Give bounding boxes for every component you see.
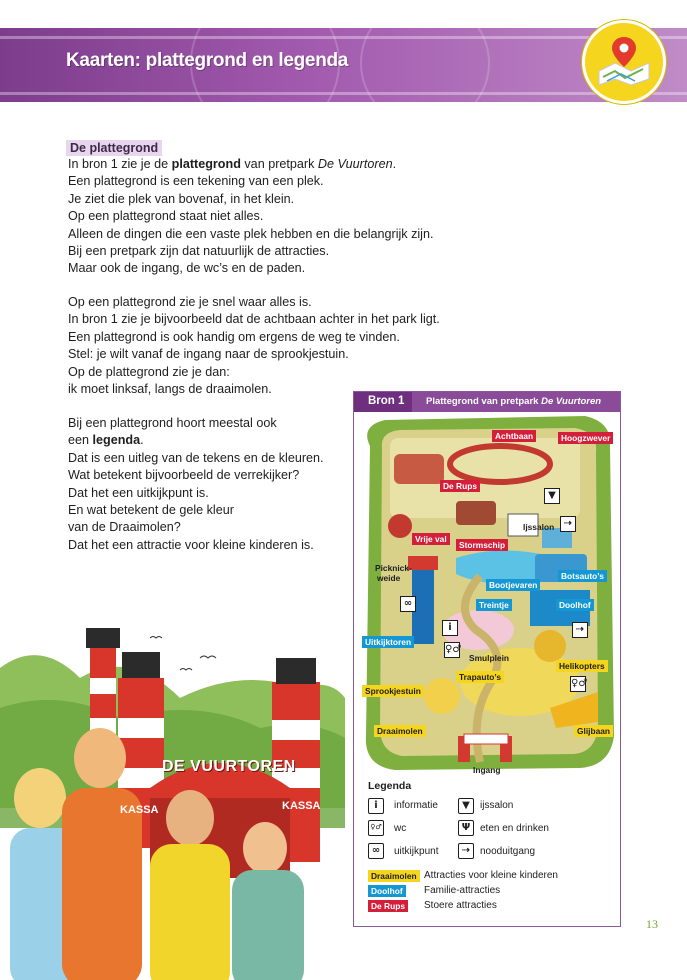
info-icon: i xyxy=(442,620,458,636)
text-line: Op een plattegrond zie je snel waar alles is. xyxy=(68,295,312,309)
map-label-treintje: Treintje xyxy=(476,599,512,611)
paragraph-1 xyxy=(68,156,433,278)
map-label-de-rups: De Rups xyxy=(440,480,480,492)
map-label-ingang: Ingang xyxy=(473,765,501,775)
map-label-draaimolen: Draaimolen xyxy=(374,725,426,737)
map-label-picknickweide: Picknick- xyxy=(375,563,412,573)
map-label-vrije-val: Vrije val xyxy=(412,533,450,545)
source-header xyxy=(354,392,620,412)
text-line: Dat is een uitleg van de tekens en de kleuren. xyxy=(68,450,324,465)
kassa-sign-left: KASSA xyxy=(120,804,159,816)
text-line: Op een plattegrond staat niet alles. xyxy=(68,209,264,224)
text-line: Op de plattegrond zie je dan: xyxy=(68,364,230,379)
legend-label: wc xyxy=(394,823,407,834)
map-label-picknickweide-2: weide xyxy=(377,573,401,583)
text-line: een legenda. xyxy=(68,433,144,448)
binoculars-icon: ∞ xyxy=(368,843,384,859)
binoculars-icon: ∞ xyxy=(400,596,416,612)
map-label-trapautos: Trapauto’s xyxy=(456,671,504,683)
map-label-glijbaan: Glijbaan xyxy=(574,725,613,737)
map-label-stormschip: Stormschip xyxy=(456,539,508,551)
legend-swatch-blue: Doolhof xyxy=(368,885,406,897)
legend-label: Attracties voor kleine kinderen xyxy=(424,870,558,881)
text-line: van de Draaimolen? xyxy=(68,520,181,535)
paragraph-3 xyxy=(68,415,324,554)
source-tab: Bron 1 xyxy=(354,392,412,412)
kassa-sign-right: KASSA xyxy=(282,800,321,812)
legend-label: Familie-attracties xyxy=(424,885,501,896)
text-line: Dat het een attractie voor kleine kinderen is. xyxy=(68,537,314,552)
text-line: Wat betekent bijvoorbeeld de verrekijker? xyxy=(68,468,300,483)
map-label-smulplein: Smulplein xyxy=(469,653,510,663)
text-line: Een plattegrond is een tekening van een plek. xyxy=(68,174,324,189)
food-icon: Ψ xyxy=(458,820,474,836)
info-icon: i xyxy=(368,798,384,814)
legend-swatch-red: De Rups xyxy=(368,900,408,912)
legend-label: informatie xyxy=(394,800,438,811)
text-line: Bij een pretpark zijn dat natuurlijk de attracties. xyxy=(68,244,330,259)
banner-stripe xyxy=(0,36,687,39)
text-line: Maar ook de ingang, de wc’s en de paden. xyxy=(68,261,306,276)
map-label-achtbaan: Achtbaan xyxy=(492,430,536,442)
toilet-icon: ♀♂ xyxy=(570,676,586,692)
map-label-botsautos: Botsauto’s xyxy=(558,570,607,582)
legend-title: Legenda xyxy=(368,780,412,792)
map-label-ijssalon: Ijssalon xyxy=(523,522,555,532)
ice-cream-icon: ▼ xyxy=(544,488,560,504)
text-line: En wat betekent de gele kleur xyxy=(68,503,234,518)
legend-label: Stoere attracties xyxy=(424,900,497,911)
toilet-icon: ♀♂ xyxy=(444,642,460,658)
park-sign: DE VUURTOREN xyxy=(162,758,296,775)
map-label-doolhof: Doolhof xyxy=(556,599,594,611)
ferris-wheel-decoration xyxy=(360,28,490,102)
paragraph-2 xyxy=(68,294,440,398)
page-title: Kaarten: plattegrond en legenda xyxy=(66,50,349,71)
page-number: 13 xyxy=(646,917,658,931)
map-label-sprookjestuin: Sprookjestuin xyxy=(362,685,424,697)
legend-label: nooduitgang xyxy=(480,846,536,857)
park-map-drawing xyxy=(360,416,614,772)
map-pin-icon xyxy=(585,23,663,101)
text-line: In bron 1 zie je bijvoorbeeld dat de achtbaan achter in het park ligt. xyxy=(68,312,440,327)
legend-label: ijssalon xyxy=(480,800,514,811)
map-label-helikopters: Helikopters xyxy=(556,660,608,672)
emergency-exit-icon: ⇢ xyxy=(458,843,474,859)
illustration-drawing xyxy=(0,608,345,980)
source-title: Plattegrond van pretpark De Vuurtoren xyxy=(426,396,602,407)
park-map xyxy=(360,416,614,775)
map-label-uitkijktoren: Uitkijktoren xyxy=(362,636,414,648)
source-map-box xyxy=(353,391,621,927)
legend-swatch-yellow: Draaimolen xyxy=(368,870,420,882)
map-label-bootjevaren: Bootjevaren xyxy=(486,579,540,591)
text-line: Bij een plattegrond hoort meestal ook xyxy=(68,416,277,430)
text-line: Stel: je wilt vanaf de ingang naar de sprookjestuin. xyxy=(68,347,349,362)
emergency-exit-icon: ⇢ xyxy=(560,516,576,532)
map-label-hoogzwever: Hoogzwever xyxy=(558,432,613,444)
text-line: ik moet linksaf, langs de draaimolen. xyxy=(68,382,272,397)
emergency-exit-icon: ⇢ xyxy=(572,622,588,638)
entrance-illustration xyxy=(0,608,345,980)
text-line: Je ziet die plek van bovenaf, in het klein. xyxy=(68,191,295,206)
legend-label: eten en drinken xyxy=(480,823,549,834)
section-heading: De plattegrond xyxy=(66,140,162,156)
toilet-icon: ♀♂ xyxy=(368,820,384,836)
map-badge xyxy=(582,20,666,104)
text-line: Alleen de dingen die een vaste plek hebben en die belangrijk zijn. xyxy=(68,226,434,241)
text-line: Dat het een uitkijkpunt is. xyxy=(68,485,209,500)
legend-label: uitkijkpunt xyxy=(394,846,439,857)
text-line: Een plattegrond is ook handig om ergens de weg te vinden. xyxy=(68,329,400,344)
text-line: In bron 1 zie je de plattegrond van pretpark De Vuurtoren. xyxy=(68,157,397,171)
ice-cream-icon: ▼ xyxy=(458,798,474,814)
banner-stripe xyxy=(0,92,687,95)
